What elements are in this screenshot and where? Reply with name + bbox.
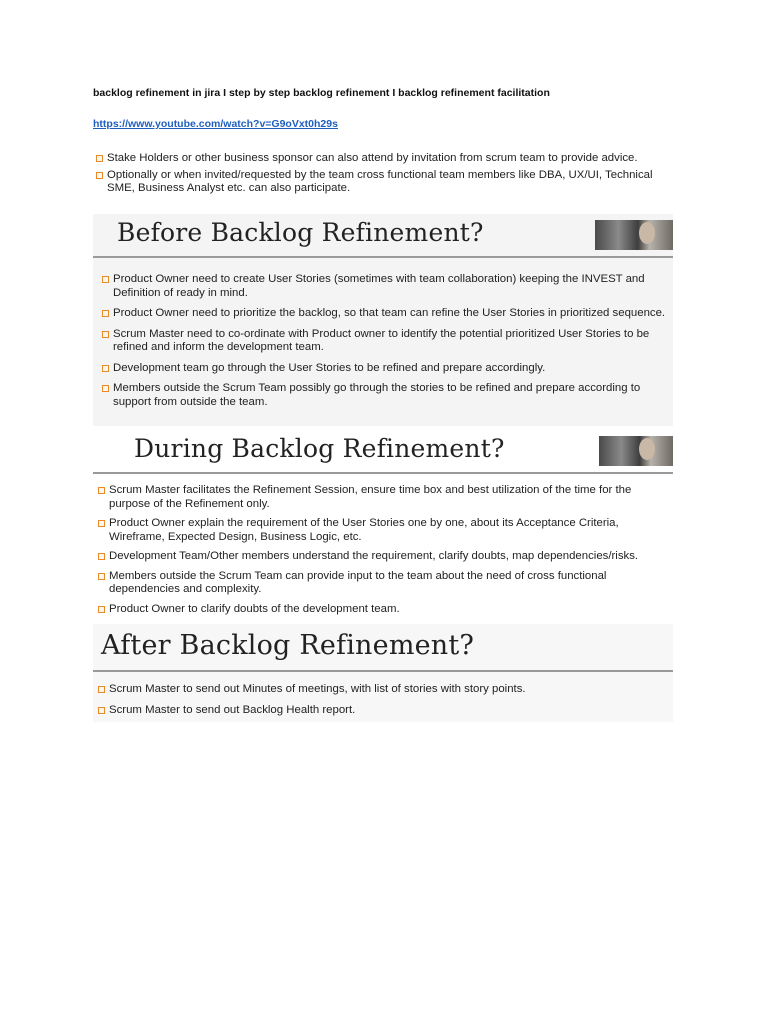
- square-bullet-icon: [98, 686, 105, 693]
- presenter-photo: [595, 220, 673, 250]
- presenter-photo: [599, 436, 673, 466]
- square-bullet-icon: [96, 172, 103, 179]
- slide-heading-row: [93, 624, 673, 674]
- square-bullet-icon: [98, 606, 105, 613]
- heading-divider: [93, 670, 673, 672]
- slide-heading-row: [93, 214, 673, 260]
- youtube-link[interactable]: https://www.youtube.com/watch?v=G9oVxt0h29s: [93, 118, 338, 130]
- bullet-item: Product Owner need to create User Stories (sometimes with team collaboration) keeping the INVEST and Definition of ready in mind.: [99, 273, 673, 300]
- bullet-item: Stake Holders or other business sponsor can also attend by invitation from scrum team to provide advice.: [93, 152, 673, 166]
- bullet-item: Scrum Master to send out Minutes of meetings, with list of stories with story points.: [95, 683, 673, 697]
- bullet-item: Scrum Master facilitates the Refinement Session, ensure time box and best utilization of the time for the purpose of the Refinement only.: [95, 484, 673, 511]
- bullet-item: Scrum Master need to co-ordinate with Product owner to identify the potential prioritized User Stories to be refined and inform the development team.: [99, 328, 673, 355]
- bullet-item: Product Owner to clarify doubts of the development team.: [95, 603, 673, 617]
- square-bullet-icon: [98, 707, 105, 714]
- bullet-item: Members outside the Scrum Team possibly go through the stories to be refined and prepare according to support from outside the team.: [99, 382, 673, 409]
- square-bullet-icon: [98, 553, 105, 560]
- square-bullet-icon: [102, 331, 109, 338]
- bullet-item: Product Owner need to prioritize the backlog, so that team can refine the User Stories in prioritized sequence.: [99, 307, 673, 321]
- bullet-item: Scrum Master to send out Backlog Health report.: [95, 704, 673, 718]
- slide-during: [93, 430, 673, 624]
- slide-heading: Before Backlog Refinement?: [117, 218, 484, 247]
- bullet-item: Development Team/Other members understand the requirement, clarify doubts, map dependencies/risks.: [95, 550, 673, 564]
- square-bullet-icon: [98, 520, 105, 527]
- heading-divider: [93, 256, 673, 258]
- slide-heading: During Backlog Refinement?: [134, 434, 505, 463]
- square-bullet-icon: [98, 573, 105, 580]
- bullet-item: Product Owner explain the requirement of the User Stories one by one, about its Acceptance Criteria, Wireframe, Expected Design, Business Logic, etc.: [95, 517, 673, 544]
- square-bullet-icon: [102, 310, 109, 317]
- square-bullet-icon: [98, 487, 105, 494]
- slide-heading-row: [93, 430, 673, 476]
- square-bullet-icon: [102, 385, 109, 392]
- slide-intro: [93, 152, 673, 214]
- square-bullet-icon: [102, 276, 109, 283]
- document-title: backlog refinement in jira I step by step backlog refinement I backlog refinement facilitation: [93, 87, 550, 99]
- bullet-item: Development team go through the User Stories to be refined and prepare accordingly.: [99, 362, 673, 376]
- bullet-item: Optionally or when invited/requested by the team cross functional team members like DBA, UX/UI, Technical SME, Business Analyst etc. can also participate.: [93, 169, 673, 196]
- slide-heading: After Backlog Refinement?: [101, 630, 475, 661]
- square-bullet-icon: [96, 155, 103, 162]
- slide-before: [93, 214, 673, 426]
- heading-divider: [93, 472, 673, 474]
- slide-after: [93, 624, 673, 722]
- square-bullet-icon: [102, 365, 109, 372]
- bullet-item: Members outside the Scrum Team can provide input to the team about the need of cross functional dependencies and complexity.: [95, 570, 673, 597]
